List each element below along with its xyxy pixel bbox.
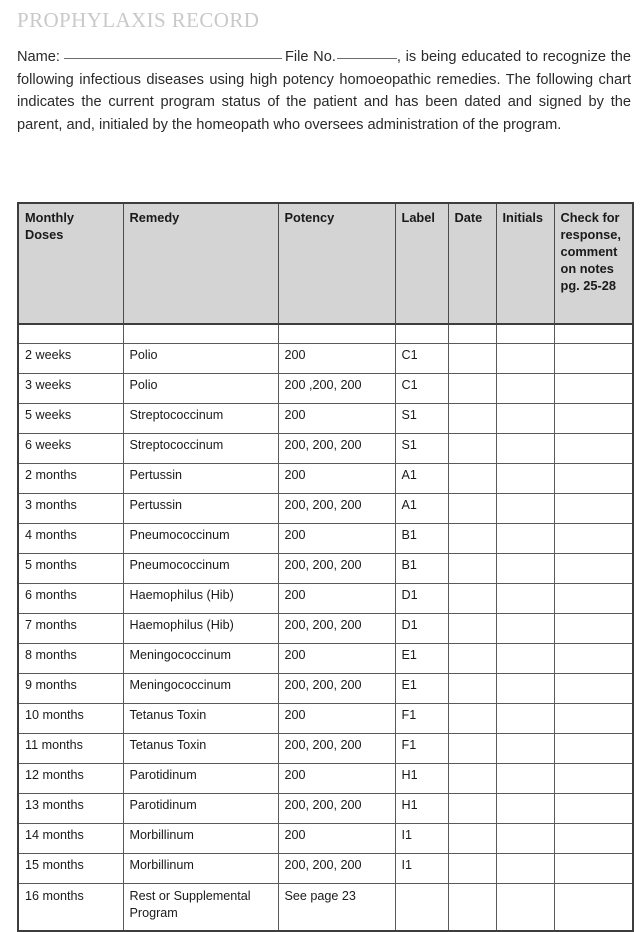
cell-date[interactable] <box>448 434 496 464</box>
cell-remedy: Polio <box>123 344 278 374</box>
cell-date[interactable] <box>448 734 496 764</box>
cell-check-response[interactable] <box>554 614 633 644</box>
cell-potency: 200, 200, 200 <box>278 614 395 644</box>
cell-date[interactable] <box>448 884 496 932</box>
cell-label: E1 <box>395 644 448 674</box>
cell-remedy: Polio <box>123 374 278 404</box>
column-header-label <box>395 203 448 324</box>
cell-potency-empty[interactable] <box>278 324 395 344</box>
cell-label: C1 <box>395 374 448 404</box>
cell-check-response[interactable] <box>554 464 633 494</box>
cell-initials-empty[interactable] <box>496 324 554 344</box>
cell-date[interactable] <box>448 674 496 704</box>
cell-check-response[interactable] <box>554 854 633 884</box>
table-row <box>18 524 633 554</box>
cell-date[interactable] <box>448 524 496 554</box>
cell-monthly-doses: 13 months <box>18 794 123 824</box>
cell-initials[interactable] <box>496 854 554 884</box>
cell-monthly-doses: 10 months <box>18 704 123 734</box>
cell-label: A1 <box>395 494 448 524</box>
cell-label: B1 <box>395 524 448 554</box>
cell-remedy: Morbillinum <box>123 824 278 854</box>
cell-date[interactable] <box>448 764 496 794</box>
cell-potency: 200, 200, 200 <box>278 734 395 764</box>
cell-date[interactable] <box>448 854 496 884</box>
cell-initials[interactable] <box>496 704 554 734</box>
cell-monthly-doses: 6 months <box>18 584 123 614</box>
cell-check-response[interactable] <box>554 794 633 824</box>
cell-date[interactable] <box>448 794 496 824</box>
cell-label: S1 <box>395 404 448 434</box>
name-label: Name: <box>17 49 60 65</box>
cell-potency: 200, 200, 200 <box>278 674 395 704</box>
cell-potency: 200 <box>278 464 395 494</box>
intro-paragraph <box>17 46 631 136</box>
cell-label: D1 <box>395 584 448 614</box>
table-row <box>18 644 633 674</box>
cell-remedy: Haemophilus (Hib) <box>123 584 278 614</box>
page-title: PROPHYLAXIS RECORD <box>17 8 260 32</box>
file-no-label: File No. <box>284 49 336 65</box>
cell-initials[interactable] <box>496 794 554 824</box>
cell-date[interactable] <box>448 404 496 434</box>
cell-remedy: Pneumococcinum <box>123 554 278 584</box>
cell-monthly-doses: 3 weeks <box>18 374 123 404</box>
column-header-remedy <box>123 203 278 324</box>
cell-remedy: Meningococcinum <box>123 674 278 704</box>
cell-potency: 200, 200, 200 <box>278 554 395 584</box>
cell-potency: 200 <box>278 344 395 374</box>
cell-monthly-doses: 3 months <box>18 494 123 524</box>
table-row <box>18 854 633 884</box>
cell-date[interactable] <box>448 344 496 374</box>
cell-monthly-doses: 8 months <box>18 644 123 674</box>
cell-remedy: Haemophilus (Hib) <box>123 614 278 644</box>
header-check-line1: Check for <box>560 210 620 225</box>
header-check-line2: response, <box>560 227 621 242</box>
header-check-line5: pg. 25-28 <box>560 278 616 293</box>
cell-check-response[interactable] <box>554 374 633 404</box>
table-row <box>18 764 633 794</box>
table-spacer-row <box>18 324 633 344</box>
header-date-label: Date <box>454 210 483 225</box>
column-header-potency <box>278 203 395 324</box>
cell-remedy: Parotidinum <box>123 764 278 794</box>
cell-monthly-doses: 6 weeks <box>18 434 123 464</box>
cell-label: H1 <box>395 794 448 824</box>
cell-potency: 200 <box>278 524 395 554</box>
cell-remedy: Tetanus Toxin <box>123 704 278 734</box>
cell-monthly-doses: 11 months <box>18 734 123 764</box>
cell-check-response[interactable] <box>554 434 633 464</box>
table-row <box>18 554 633 584</box>
header-check-line3: comment <box>560 244 618 259</box>
cell-monthly-doses: 2 weeks <box>18 344 123 374</box>
table-row <box>18 434 633 464</box>
column-header-check-for-response <box>554 203 633 324</box>
cell-check-response[interactable] <box>554 824 633 854</box>
table-row <box>18 794 633 824</box>
file-no-blank-field[interactable] <box>337 58 397 59</box>
cell-date[interactable] <box>448 644 496 674</box>
table-row <box>18 884 633 932</box>
cell-potency: 200 <box>278 584 395 614</box>
cell-label: H1 <box>395 764 448 794</box>
cell-label: I1 <box>395 824 448 854</box>
table-header-row <box>18 203 633 324</box>
cell-date[interactable] <box>448 554 496 584</box>
cell-check-response[interactable] <box>554 344 633 374</box>
cell-label: E1 <box>395 674 448 704</box>
cell-label: A1 <box>395 464 448 494</box>
cell-initials[interactable] <box>496 344 554 374</box>
cell-potency: 200 <box>278 824 395 854</box>
cell-monthly-doses: 5 weeks <box>18 404 123 434</box>
header-label-label: Label <box>401 210 435 225</box>
cell-potency: 200, 200, 200 <box>278 794 395 824</box>
cell-remedy: Pneumococcinum <box>123 524 278 554</box>
cell-label: D1 <box>395 614 448 644</box>
cell-remedy: Tetanus Toxin <box>123 734 278 764</box>
cell-date[interactable] <box>448 494 496 524</box>
table-row <box>18 404 633 434</box>
table-row <box>18 704 633 734</box>
table-row <box>18 824 633 854</box>
table-row <box>18 374 633 404</box>
cell-check-response-empty[interactable] <box>554 324 633 344</box>
cell-initials[interactable] <box>496 674 554 704</box>
cell-monthly-doses: 4 months <box>18 524 123 554</box>
table-row <box>18 494 633 524</box>
table-row <box>18 464 633 494</box>
cell-remedy-empty[interactable] <box>123 324 278 344</box>
cell-initials[interactable] <box>496 824 554 854</box>
cell-initials[interactable] <box>496 644 554 674</box>
cell-initials[interactable] <box>496 734 554 764</box>
cell-remedy: Pertussin <box>123 464 278 494</box>
table-row <box>18 584 633 614</box>
cell-date[interactable] <box>448 464 496 494</box>
header-potency-label: Potency <box>284 210 335 225</box>
cell-monthly-doses: 7 months <box>18 614 123 644</box>
cell-initials[interactable] <box>496 584 554 614</box>
column-header-date <box>448 203 496 324</box>
cell-monthly-doses: 15 months <box>18 854 123 884</box>
cell-initials[interactable] <box>496 494 554 524</box>
cell-date[interactable] <box>448 614 496 644</box>
cell-remedy: Meningococcinum <box>123 644 278 674</box>
cell-check-response[interactable] <box>554 524 633 554</box>
cell-check-response[interactable] <box>554 644 633 674</box>
header-initials-label: Initials <box>502 210 544 225</box>
cell-potency: 200 <box>278 644 395 674</box>
cell-date[interactable] <box>448 584 496 614</box>
cell-date[interactable] <box>448 374 496 404</box>
cell-potency: 200, 200, 200 <box>278 854 395 884</box>
cell-potency: See page 23 <box>278 884 395 932</box>
header-check-line4: on notes <box>560 261 614 276</box>
name-blank-field[interactable] <box>64 58 282 59</box>
cell-monthly-doses: 2 months <box>18 464 123 494</box>
column-header-monthly-doses <box>18 203 123 324</box>
cell-check-response[interactable] <box>554 704 633 734</box>
cell-monthly-doses: 9 months <box>18 674 123 704</box>
cell-monthly-doses: 16 months <box>18 884 123 932</box>
cell-remedy: Streptococcinum <box>123 434 278 464</box>
cell-initials[interactable] <box>496 404 554 434</box>
cell-remedy: Streptococcinum <box>123 404 278 434</box>
cell-label: F1 <box>395 704 448 734</box>
table-row <box>18 614 633 644</box>
cell-initials[interactable] <box>496 434 554 464</box>
cell-monthly-doses-empty[interactable] <box>18 324 123 344</box>
cell-check-response[interactable] <box>554 674 633 704</box>
cell-remedy: Rest or Supplemental Program <box>123 884 278 932</box>
prophylaxis-schedule-table <box>17 202 634 932</box>
column-header-initials <box>496 203 554 324</box>
cell-check-response[interactable] <box>554 554 633 584</box>
cell-initials[interactable] <box>496 554 554 584</box>
cell-date[interactable] <box>448 704 496 734</box>
cell-label: B1 <box>395 554 448 584</box>
cell-check-response[interactable] <box>554 764 633 794</box>
cell-remedy: Pertussin <box>123 494 278 524</box>
cell-monthly-doses: 12 months <box>18 764 123 794</box>
cell-date-empty[interactable] <box>448 324 496 344</box>
cell-remedy: Parotidinum <box>123 794 278 824</box>
cell-potency: 200 ,200, 200 <box>278 374 395 404</box>
cell-label-empty[interactable] <box>395 324 448 344</box>
cell-potency: 200, 200, 200 <box>278 434 395 464</box>
cell-check-response[interactable] <box>554 404 633 434</box>
table-row <box>18 674 633 704</box>
cell-initials[interactable] <box>496 464 554 494</box>
cell-potency: 200 <box>278 764 395 794</box>
cell-monthly-doses: 14 months <box>18 824 123 854</box>
cell-check-response[interactable] <box>554 494 633 524</box>
cell-potency: 200, 200, 200 <box>278 494 395 524</box>
intro-body-text: , is being educated to recognize the following infectious diseases using high potency homoeopathic remedies. The following chart indicates the current program status of the patient and has been dated and signed by the parent, and, initialed by the homeopath who oversees administration of the program. <box>17 49 632 133</box>
table-row <box>18 344 633 374</box>
cell-date[interactable] <box>448 824 496 854</box>
header-doses-line2: Doses <box>25 227 64 242</box>
cell-label: F1 <box>395 734 448 764</box>
cell-check-response[interactable] <box>554 884 633 932</box>
cell-label: C1 <box>395 344 448 374</box>
cell-check-response[interactable] <box>554 734 633 764</box>
cell-initials[interactable] <box>496 524 554 554</box>
cell-remedy: Morbillinum <box>123 854 278 884</box>
cell-potency: 200 <box>278 404 395 434</box>
cell-initials[interactable] <box>496 374 554 404</box>
cell-initials[interactable] <box>496 884 554 932</box>
cell-label <box>395 884 448 932</box>
table-row <box>18 734 633 764</box>
cell-monthly-doses: 5 months <box>18 554 123 584</box>
cell-initials[interactable] <box>496 614 554 644</box>
cell-label: I1 <box>395 854 448 884</box>
table-body <box>18 324 633 931</box>
cell-label: S1 <box>395 434 448 464</box>
header-remedy-label: Remedy <box>129 210 180 225</box>
cell-check-response[interactable] <box>554 584 633 614</box>
cell-potency: 200 <box>278 704 395 734</box>
header-doses-line1: Monthly <box>25 210 75 225</box>
cell-initials[interactable] <box>496 764 554 794</box>
